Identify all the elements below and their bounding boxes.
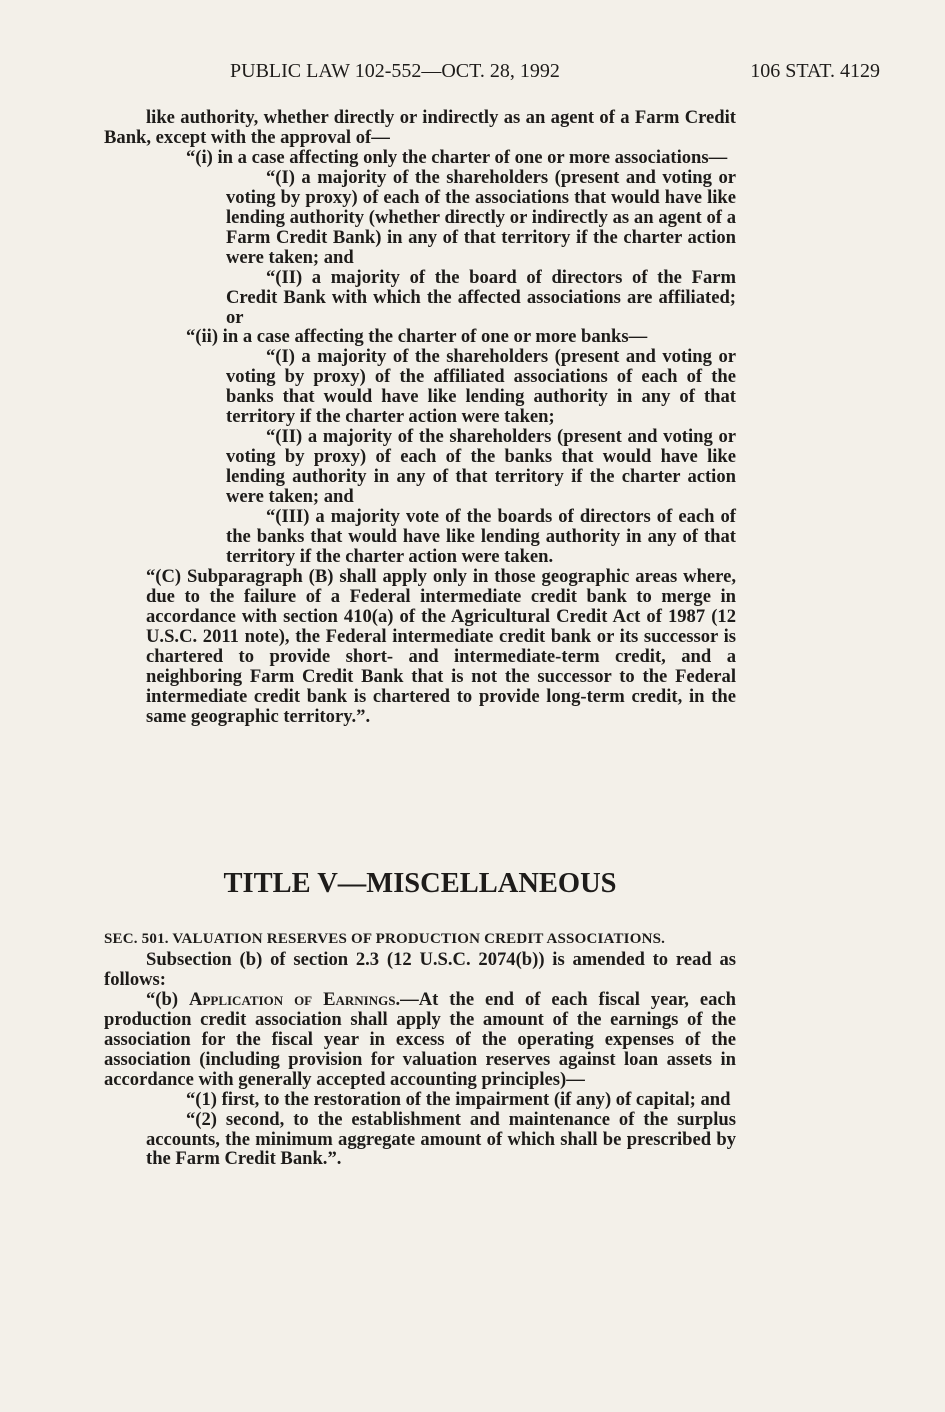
- section-501: [104, 930, 736, 1169]
- subclause-ii-II: “(II) a majority of the shareholders (present and voting or voting by proxy) of each of the banks that would have like lending authority in any of that territory if the charter action were taken; and: [226, 426, 736, 508]
- continued-text: [104, 108, 736, 727]
- title-heading: TITLE V—MISCELLANEOUS: [223, 868, 617, 899]
- clause-ii: “(ii) in a case affecting the charter of one or more banks—: [186, 326, 648, 348]
- section-intro: Subsection (b) of section 2.3 (12 U.S.C. 2074(b)) is amended to read as follows:: [104, 948, 736, 990]
- subsection-b-open: “(b): [146, 988, 179, 1010]
- subclause-ii-III: “(III) a majority vote of the boards of directors of each of the banks that would have like lending authority in any of that territory if the charter action were taken.: [226, 506, 736, 567]
- paragraph-2: “(2) second, to the establishment and maintenance of the surplus accounts, the minimum aggregate amount of which shall be prescribed by the Farm Credit Bank.”.: [146, 1108, 736, 1170]
- paragraph-continuation: like authority, whether directly or indirectly as an agent of a Farm Credit Bank, except with the approval of—: [104, 107, 736, 148]
- paragraph-1: “(1) first, to the restoration of the impairment (if any) of capital; and: [186, 1088, 731, 1110]
- subsection-b-text: —At the end of each fiscal year, each production credit association shall apply the amount of the earnings of the association for the fiscal year in excess of the operating expenses of the association (including provision for valuation reserves against loan assets in accordance with generally accepted accounting principles)—: [104, 988, 736, 1090]
- clause-i: “(i) in a case affecting only the charter of one or more associations—: [186, 146, 728, 168]
- subclause-i-I: “(I) a majority of the shareholders (present and voting or voting by proxy) of each of the associations that would have like lending authority (whether directly or indirectly as an agent of a Farm Credit Bank) in any of that territory if the charter action were taken; and: [226, 166, 736, 268]
- header-public-law: PUBLIC LAW 102-552—OCT. 28, 1992: [230, 60, 560, 82]
- subclause-i-II: “(II) a majority of the board of directors of the Farm Credit Bank with which the affected associations are affiliated; or: [226, 266, 736, 328]
- section-heading: SEC. 501. VALUATION RESERVES OF PRODUCTION CREDIT ASSOCIATIONS.: [104, 931, 666, 947]
- running-header: [230, 60, 880, 84]
- subclause-ii-I: “(I) a majority of the shareholders (present and voting or voting by proxy) of the affiliated associations of each of the banks that would have like lending authority in any of that territory if the charter action were taken;: [226, 346, 736, 428]
- subsection-b: [104, 990, 736, 1090]
- header-stat-page: 106 STAT. 4129: [750, 60, 880, 82]
- subsection-b-caption: Application of Earnings.: [189, 988, 401, 1010]
- subparagraph-C: “(C) Subparagraph (B) shall apply only in those geographic areas where, due to the failure of a Federal intermediate credit bank to merge in accordance with section 410(a) of the Agricultural Credit Act of 1987 (12 U.S.C. 2011 note), the Federal intermediate credit bank or its successor is chartered to provide short- and intermediate-term credit, and a neighboring Farm Credit Bank that is not the successor to the Federal intermediate credit bank is chartered to provide long-term credit, in the same geographic territory.”.: [146, 565, 736, 727]
